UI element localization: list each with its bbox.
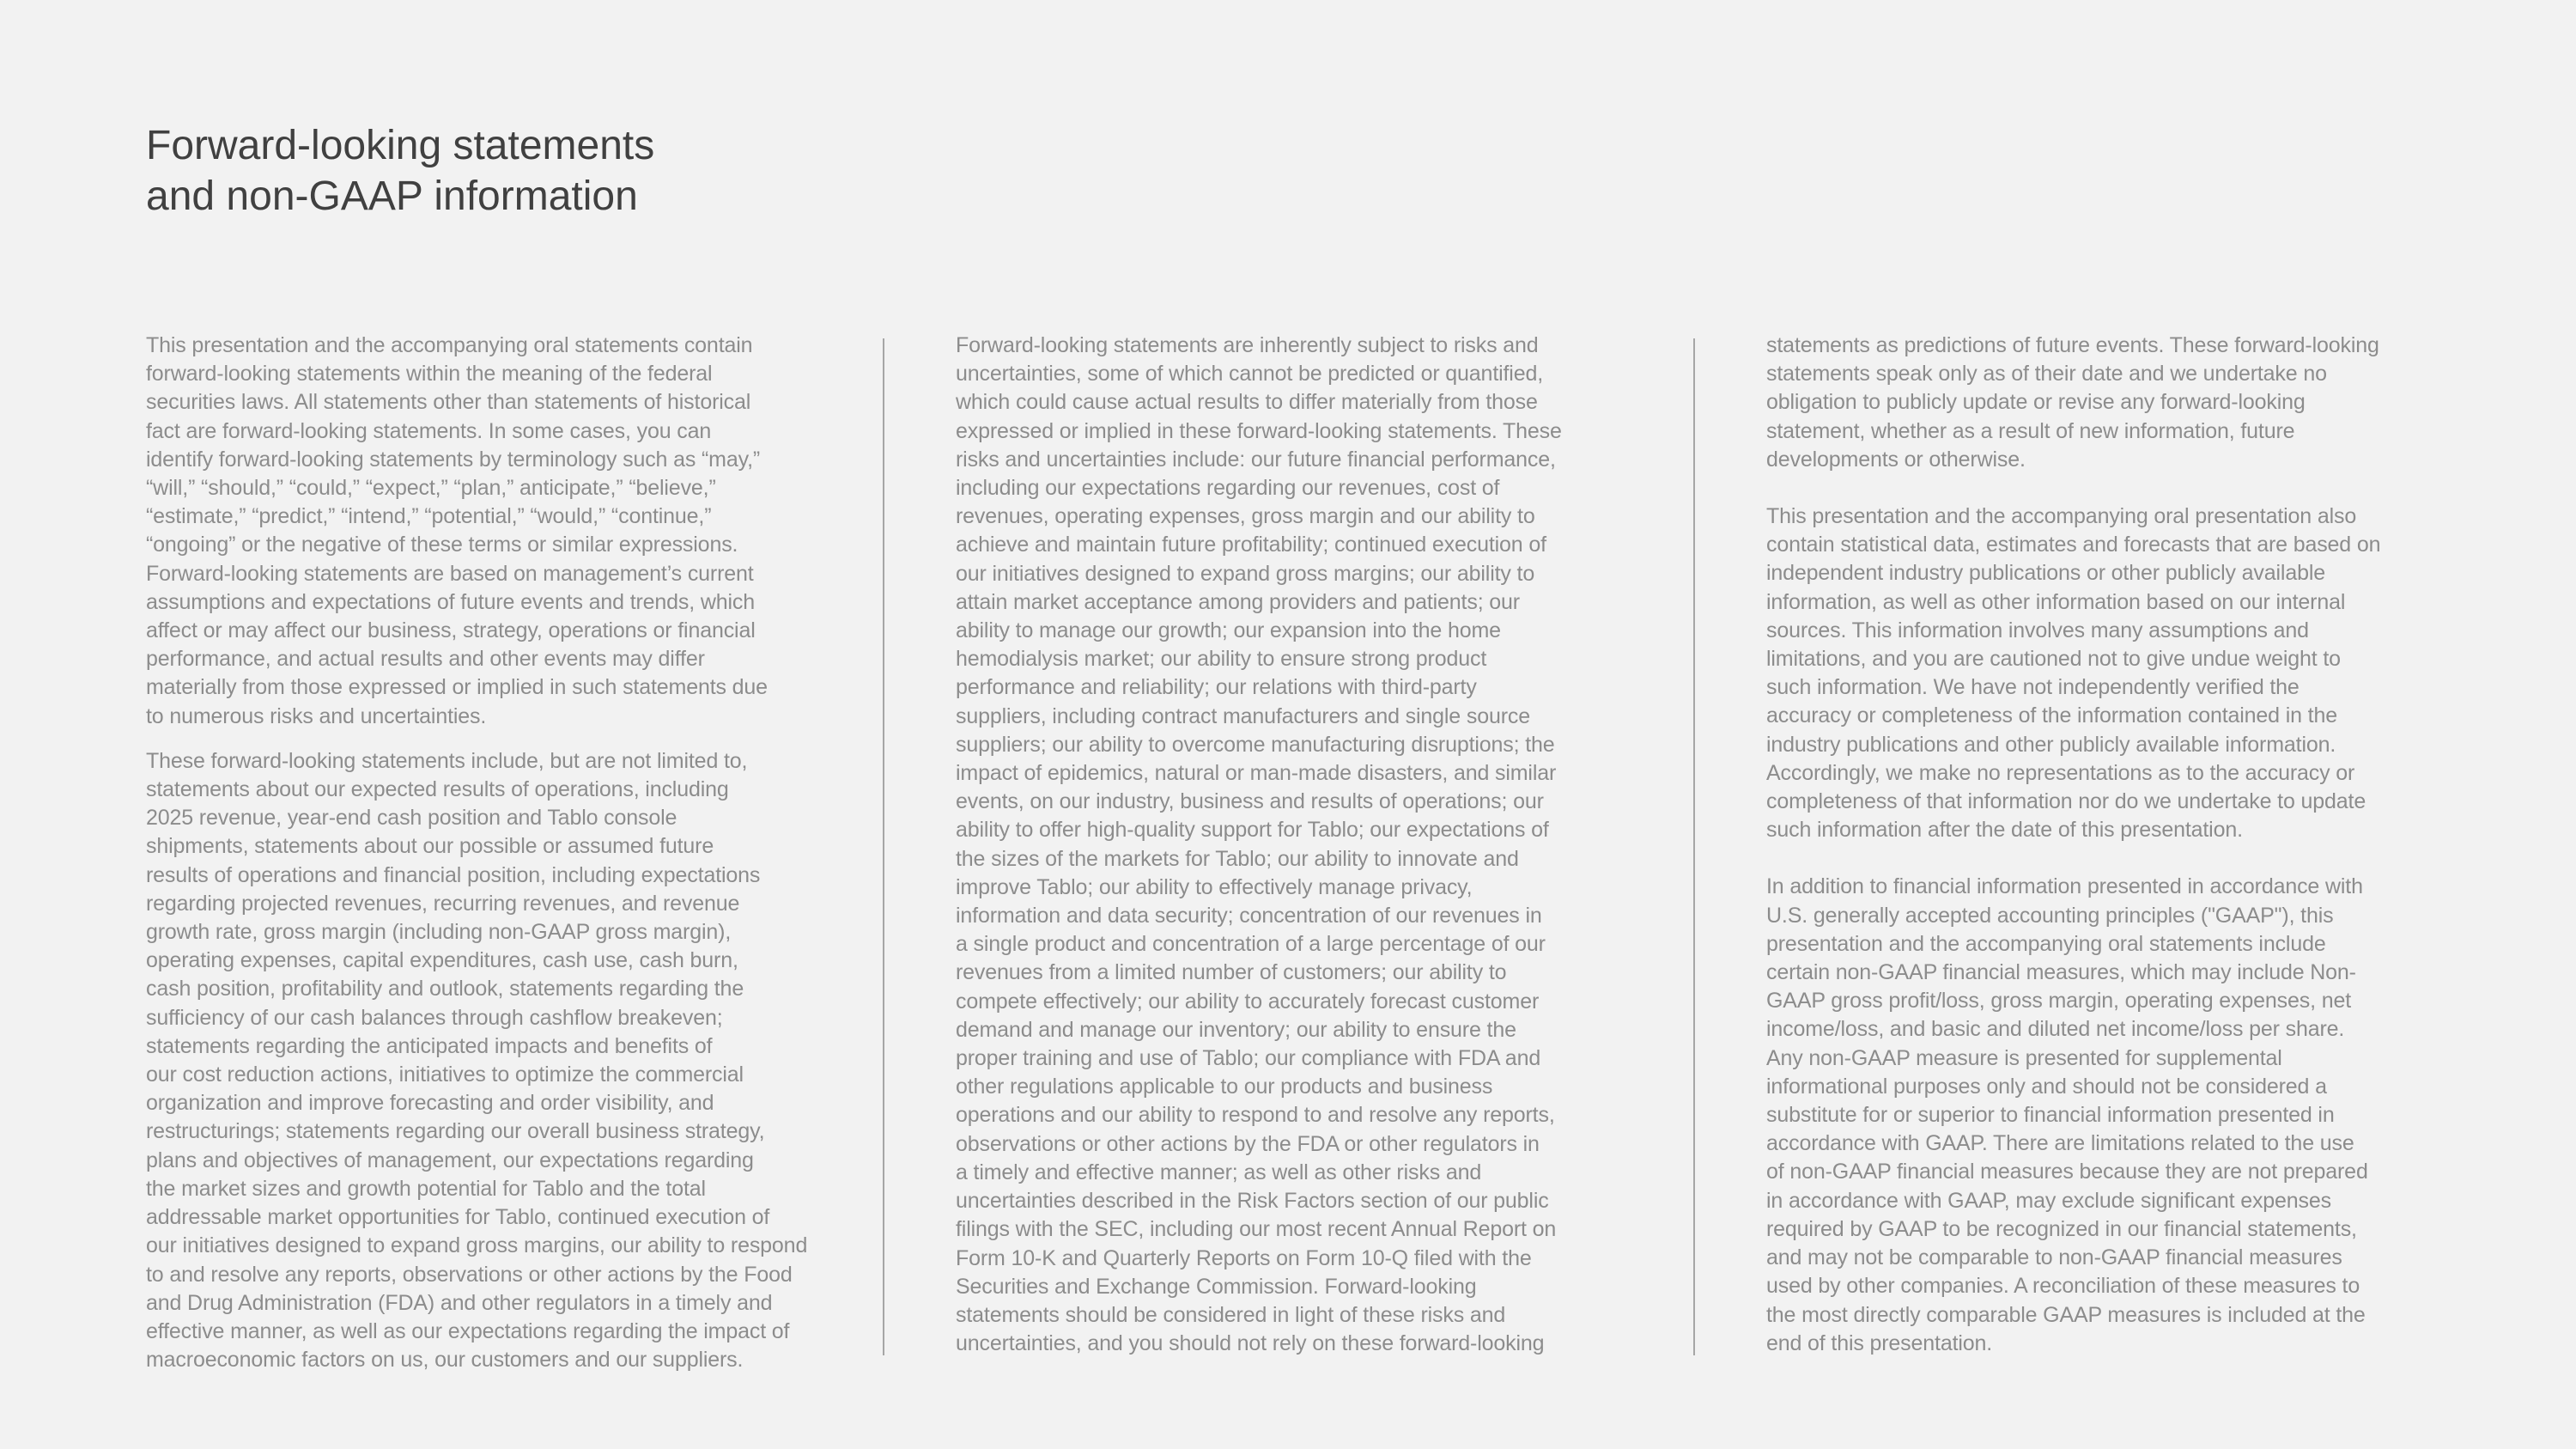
- text-column-left: [146, 332, 824, 1374]
- page-title-line-2: and non-GAAP information: [146, 174, 638, 219]
- paragraph-forward-looking-scope: These forward-looking statements include, but are not limited to, statements about our expected results of operations, including 2025 revenue, year-end cash position and Tablo console shipments, statements about our possible or assumed future results of operations and financial position, including expectations regarding projected revenues, recurring revenues, and revenue growth rate, gross margin (including non-GAAP gross margin), operating expenses, capital expenditures, cash use, cash burn, cash position, profitability and outlook, statements regarding the sufficiency of our cash balances through cashflow breakeven; statements regarding the anticipated impacts and benefits of our cost reduction actions, initiatives to optimize the commercial organization and improve forecasting and order visibility, and restructurings; statements regarding our overall business strategy, plans and objectives of management, our expectations regarding the market sizes and growth potential for Tablo and the total addressable market opportunities for Tablo, continued execution of our initiatives designed to expand gross margins, our ability to respond to and resolve any reports, observations or other actions by the Food and Drug Administration (FDA) and other regulators in a timely and effective manner, as well as our expectations regarding the impact of macroeconomic factors on us, our customers and our suppliers.: [146, 748, 808, 1373]
- page-title-line-1: Forward-looking statements: [146, 123, 655, 168]
- column-divider-1: [883, 338, 884, 1355]
- paragraph-forward-looking-definition: This presentation and the accompanying oral statements contain forward-looking statements within the meaning of the federal securities laws. All statements other than statements of historical fact are forward-looking statements. In some cases, you can identify forward-looking statements by terminology such as “may,” “will,” “should,” “could,” “expect,” “plan,” anticipate,” “believe,” “estimate,” “predict,” “intend,” “potential,” “would,” “continue,” “ongoing” or the negative of these terms or similar expressions. Forward-looking statements are based on management’s current assumptions and expectations of future events and trends, which affect or may affect our business, strategy, operations or financial performance, and actual results and other events may differ materially from those expressed or implied in such statements due to numerous risks and uncertainties.: [146, 333, 768, 728]
- paragraph-non-gaap: In addition to financial information presented in accordance with U.S. generally accepted accounting principles ("GAAP"), this presentation and the accompanying oral statements include certain non-GAAP financial measures, which may include Non- GAAP gross profit/loss, gross margin, operating expenses, net income/loss, and basic and diluted net income/loss per share. Any non-GAAP measure is presented for supplemental informational purposes only and should not be considered a substitute for or superior to financial information presented in accordance with GAAP. There are limitations related to the use of non-GAAP financial measures because they are not prepared in accordance with GAAP, may exclude significant expenses required by GAAP to be recognized in our financial statements, and may not be comparable to non-GAAP financial measures used by other companies. A reconciliation of these measures to the most directly comparable GAAP measures is included at the end of this presentation.: [1766, 874, 2368, 1355]
- column-divider-2: [1693, 338, 1695, 1355]
- paragraph-risks-and-uncertainties: Forward-looking statements are inherently subject to risks and uncertainties, some of which cannot be predicted or quantified, which could cause actual results to differ materially from those expressed or implied in these forward-looking statements. These risks and uncertainties include: our future financial performance, including our expectations regarding our revenues, cost of revenues, operating expenses, gross margin and our ability to achieve and maintain future profitability; continued execution of our initiatives designed to expand gross margins; our ability to attain market acceptance among providers and patients; our ability to manage our growth; our expansion into the home hemodialysis market; our ability to ensure strong product performance and reliability; our relations with third-party suppliers, including contract manufacturers and single source suppliers; our ability to overcome manufacturing disruptions; the impact of epidemics, natural or man-made disasters, and similar events, on our industry, business and results of operations; our ability to offer high-quality support for Tablo; our expectations of the sizes of the markets for Tablo; our ability to innovate and improve Tablo; our ability to effectively manage privacy, information and data security; concentration of our revenues in a single product and concentration of a large percentage of our revenues from a limited number of customers; our ability to compete effectively; our ability to accurately forecast customer demand and manage our inventory; our ability to ensure the proper training and use of Tablo; our compliance with FDA and other regulations applicable to our products and business operations and our ability to respond to and resolve any reports, observations or other actions by the FDA or other regulators in a timely and effective manner; as well as other risks and uncertainties described in the Risk Factors section of our public filings with the SEC, including our most recent Annual Report on Form 10-K and Quarterly Reports on Form 10-Q filed with the Securities and Exchange Commission. Forward-looking statements should be considered in light of these risks and uncertainties, and you should not rely on these forward-looking: [956, 333, 1562, 1356]
- page-title: [146, 120, 654, 222]
- text-column-middle: [956, 332, 1634, 1358]
- text-column-right: [1766, 332, 2445, 1358]
- paragraph-no-obligation: statements as predictions of future events. These forward-looking statements speak only as of their date and we undertake no obligation to publicly update or revise any forward-looking statement, whether as a result of new information, future developments or otherwise.: [1766, 333, 2379, 472]
- paragraph-statistical-data: This presentation and the accompanying oral presentation also contain statistical data, estimates and forecasts that are based on independent industry publications or other publicly available information, as well as other information based on our internal sources. This information involves many assumptions and limitations, and you are cautioned not to give undue weight to such information. We have not independently verified the accuracy or completeness of the information contained in the industry publications and other publicly available information. Accordingly, we make no representations as to the accuracy or completeness of that information nor do we undertake to update such information after the date of this presentation.: [1766, 504, 2381, 843]
